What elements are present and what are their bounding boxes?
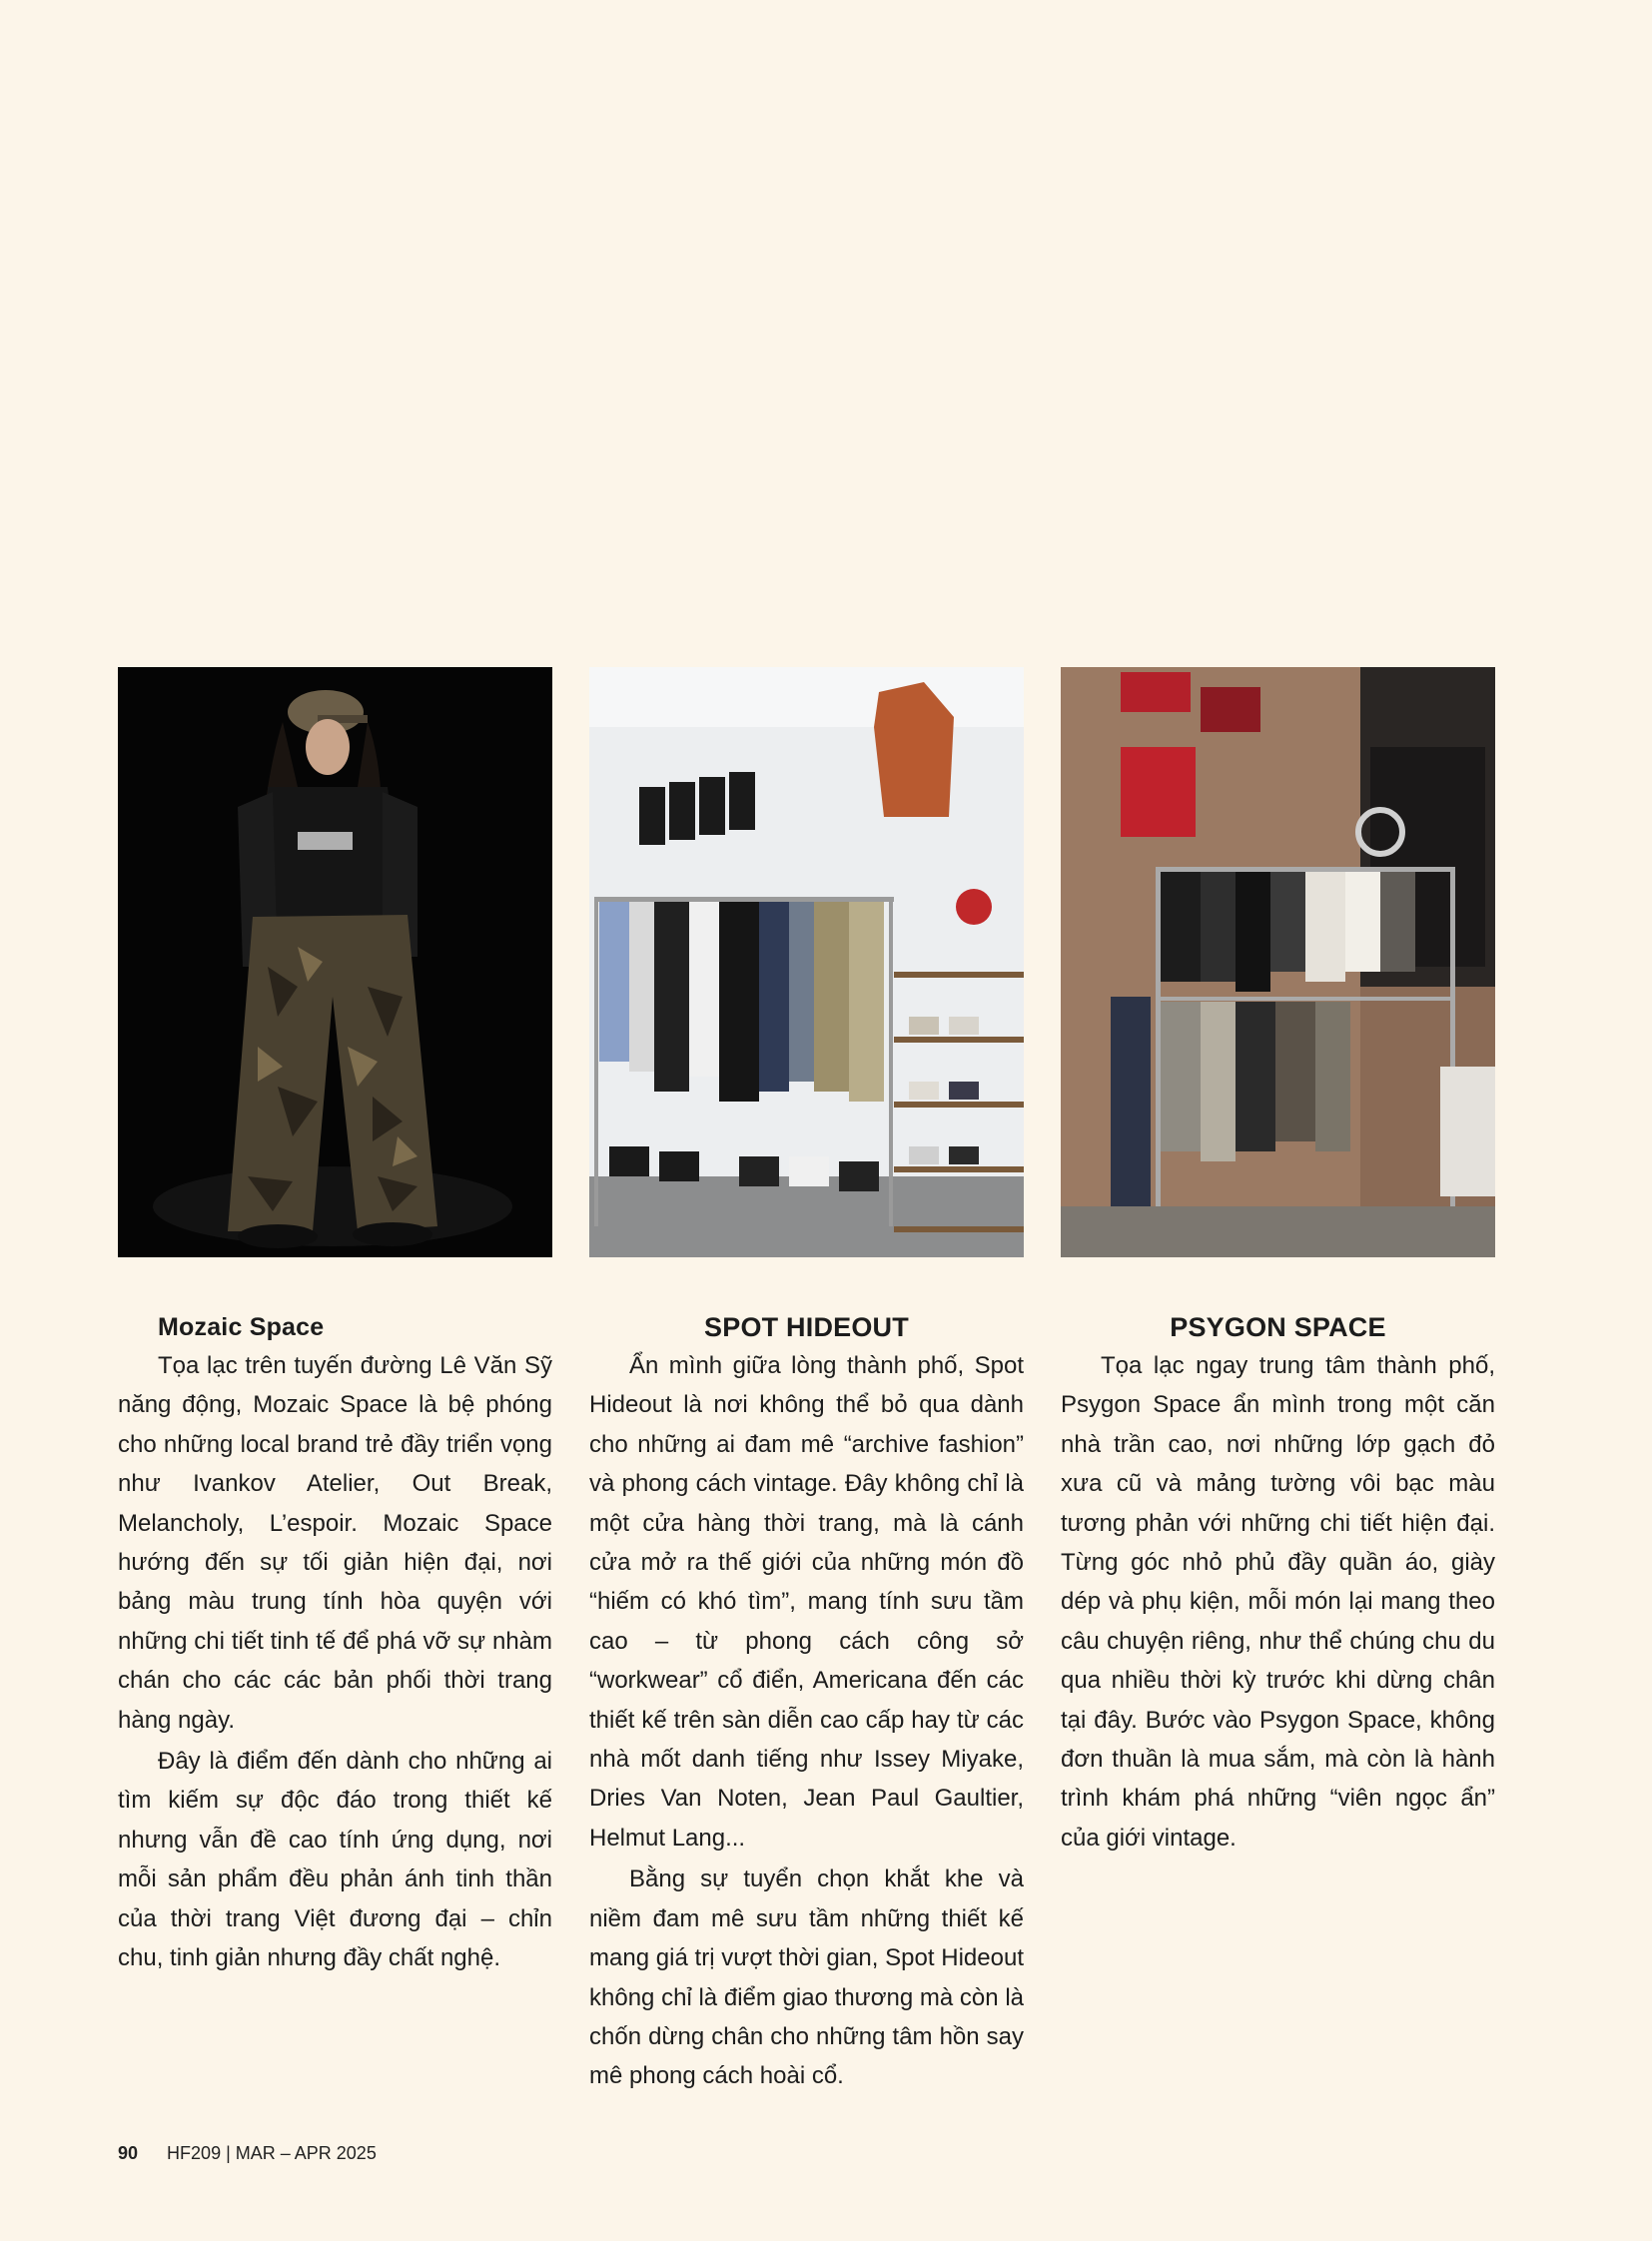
paragraph: Bằng sự tuyển chọn khắt khe và niềm đam mê sưu tầm những thiết kế mang giá trị vượt thời gian, Spot Hideout không chỉ là điểm giao thương mà còn là chốn dừng chân cho những tâm hồn say mê phong cách hoài cổ.: [589, 1866, 1024, 2090]
page-number: 90: [118, 2143, 139, 2163]
section-title: Mozaic Space: [158, 1313, 325, 1341]
paragraph: Ẩn mình giữa lòng thành phố, Spot Hideout là nơi không thể bỏ qua dành cho những ai đam mê “archive fashion” và phong cách vintage. Đây không chỉ là một cửa hàng thời trang, mà là cánh cửa mở ra thế giới của những món đồ “hiếm có khó tìm”, mang tính sưu tầm cao – từ phong cách công sở “workwear” cổ điển, Americana đến các thiết kế trên sàn diễn cao cấp hay từ các nhà mốt danh tiếng như Issey Miyake, Dries Van Noten, Jean Paul Gaultier, Helmut Lang...: [589, 1352, 1024, 1852]
photo-mozaic-space: [118, 667, 552, 1257]
paragraph: Tọa lạc ngay trung tâm thành phố, Psygon Space ẩn mình trong một căn nhà trần cao, nơi những lớp gạch đỏ xưa cũ và mảng tường vôi bạc màu tương phản với những chi tiết hiện đại. Từng góc nhỏ phủ đầy quần áo, giày dép và phụ kiện, mỗi món lại mang theo câu chuyện riêng, như thể chúng chu du qua nhiều thời kỳ trước khi dừng chân tại đây. Bước vào Psygon Space, không đơn thuần là mua sắm, mà còn là hành trình khám phá những “viên ngọc ẩn” của giới vintage.: [1061, 1352, 1495, 1852]
article-spot-hideout: [589, 1308, 1024, 2098]
photo-spot-hideout: [589, 667, 1024, 1257]
paragraph: Tọa lạc trên tuyến đường Lê Văn Sỹ năng động, Mozaic Space là bệ phóng cho những local brand trẻ đầy triển vọng như Ivankov Atelier, Out Break, Melancholy, L’espoir. Mozaic Space hướng đến sự tối giản hiện đại, nơi bảng màu trung tính hòa quyện với những chi tiết tinh tế để phá vỡ sự nhàm chán cho các các bản phối thời trang hàng ngày.: [118, 1352, 552, 1734]
section-title: SPOT HIDEOUT: [704, 1312, 909, 1342]
article-psygon-space: [1061, 1308, 1495, 1860]
paragraph: Đây là điểm đến dành cho những ai tìm kiếm sự độc đáo trong thiết kế nhưng vẫn đề cao tính ứng dụng, nơi mỗi sản phẩm đều phản ánh tinh thần của thời trang Việt đương đại – chỉn chu, tinh giản nhưng đầy chất nghệ.: [118, 1748, 552, 1972]
article-mozaic-space: [118, 1308, 552, 1980]
issue-label: HF209 | MAR – APR 2025: [167, 2143, 377, 2163]
page-footer: [118, 2143, 377, 2164]
photo-psygon-space: [1061, 667, 1495, 1257]
section-title: PSYGON SPACE: [1170, 1312, 1386, 1342]
